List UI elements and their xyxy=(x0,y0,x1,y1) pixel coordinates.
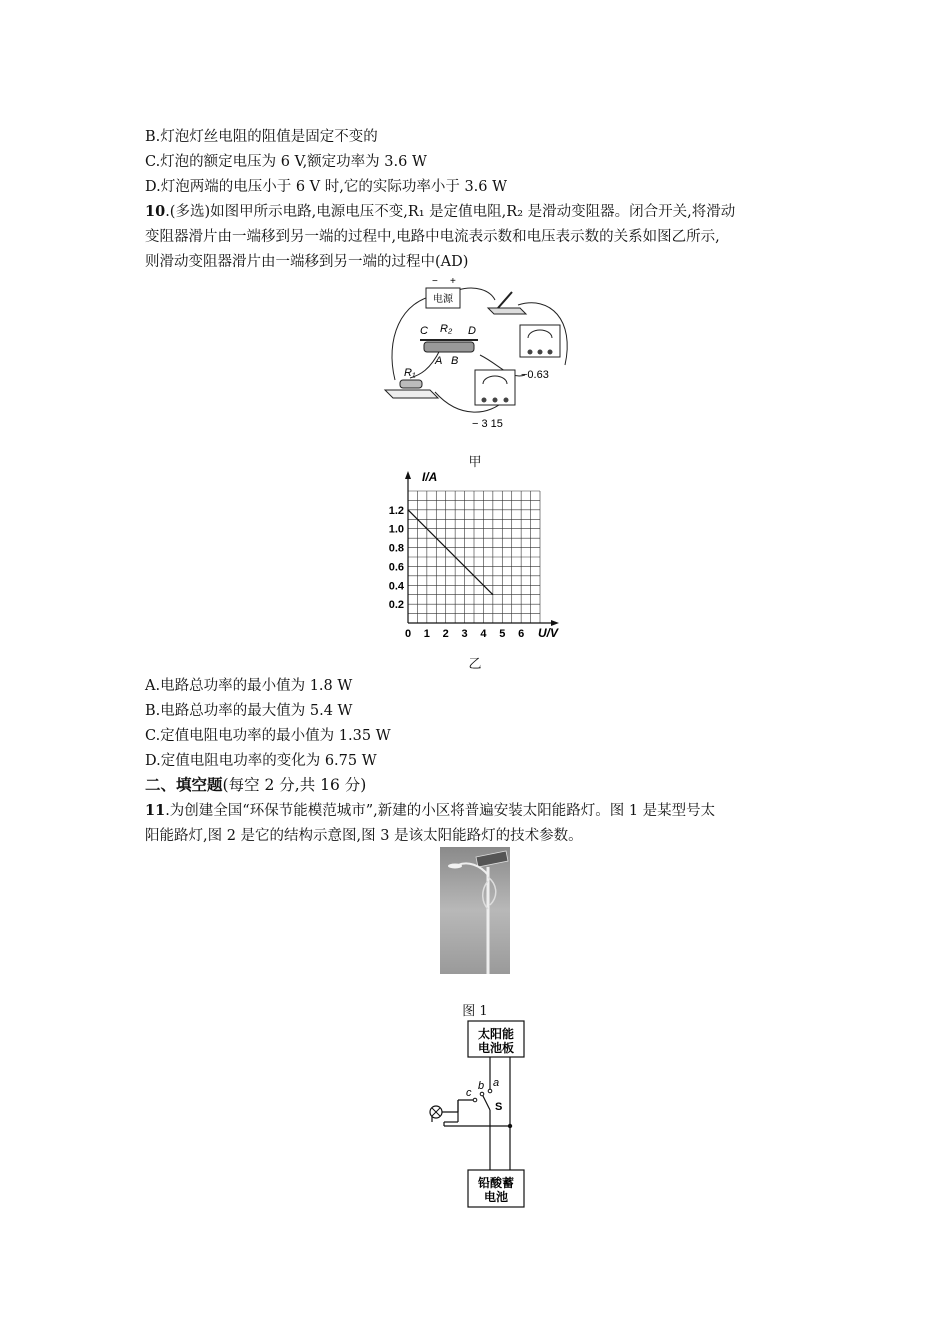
graph-axes xyxy=(405,471,559,626)
figure-jia-caption: 甲 xyxy=(468,455,482,470)
q10-number: 10 xyxy=(145,203,166,220)
q11-stem-line2: 阳能路灯,图 2 是它的结构示意图,图 3 是该太阳能路灯的技术参数。 xyxy=(145,828,583,844)
q10-option-d: D.定值电阻电功率的变化为 6.75 W xyxy=(145,753,377,769)
q10-stem-line3: 则滑动变阻器滑片由一端移到另一端的过程中(AD) xyxy=(145,254,469,270)
q11-number: 11 xyxy=(145,802,166,819)
contact-b xyxy=(480,1092,484,1096)
ammeter-terminal xyxy=(538,350,543,355)
lamp-head-icon xyxy=(448,864,462,869)
circuit-figure-jia xyxy=(380,270,580,435)
x-tick-label: 3 xyxy=(461,628,468,640)
iu-line xyxy=(408,510,493,595)
q10-option-b: B.电路总功率的最大值为 5.4 W xyxy=(145,703,353,719)
power-supply-label: 电源 xyxy=(433,294,453,305)
label-a: A xyxy=(435,355,443,367)
x-tick-label: 5 xyxy=(499,628,506,640)
q11-stem-line1 xyxy=(145,801,715,821)
y-axis-label: I/A xyxy=(422,470,438,484)
y-tick-label: 0.4 xyxy=(388,580,404,593)
y-tick-label: 0.8 xyxy=(388,542,404,555)
solar-structure-diagram xyxy=(420,1018,540,1213)
label-s: S xyxy=(495,1101,503,1113)
section2-heading xyxy=(145,775,366,795)
y-tick-label: 0.2 xyxy=(388,599,404,612)
switch-base xyxy=(488,308,526,314)
switch-blade xyxy=(498,292,512,308)
contact-a xyxy=(488,1089,492,1093)
y-axis-arrow xyxy=(405,471,411,479)
wire-power-switch xyxy=(458,288,495,300)
solar-street-light-photo xyxy=(440,847,510,974)
solar-panel-label-1: 太阳能 xyxy=(477,1027,515,1041)
switch-blade xyxy=(482,1094,490,1110)
label-c: c xyxy=(466,1087,472,1099)
r1-board xyxy=(385,390,438,398)
battery-label-2: 电池 xyxy=(483,1190,509,1204)
y-tick-label: 1.0 xyxy=(388,523,404,536)
q9-option-c: C.灯泡的额定电压为 6 V,额定功率为 3.6 W xyxy=(145,154,427,170)
label-a: a xyxy=(493,1077,500,1089)
x-axis-label: U/V xyxy=(538,626,559,640)
q10-stem-line2: 变阻器滑片由一端移到另一端的过程中,电路中电流表示数和电压表示数的关系如图乙所示, xyxy=(145,229,720,245)
q10-stem-line1 xyxy=(145,202,735,222)
iu-graph-yi xyxy=(380,465,580,645)
power-plus: + xyxy=(450,276,456,287)
voltmeter-terminal xyxy=(504,398,509,403)
power-minus: − xyxy=(432,276,438,287)
label-c: C xyxy=(420,325,428,337)
figure1-caption: 图 1 xyxy=(462,1004,488,1019)
r1-resistor xyxy=(400,380,422,388)
ammeter-terminal xyxy=(528,350,533,355)
section2-note: (每空 2 分,共 16 分) xyxy=(222,776,367,794)
battery-label-1: 铅酸蓄 xyxy=(477,1176,515,1190)
x-tick-label: 4 xyxy=(480,628,487,640)
y-tick-label: 0.6 xyxy=(388,561,404,574)
x-tick-label: 2 xyxy=(442,628,449,640)
q9-option-d: D.灯泡两端的电压小于 6 V 时,它的实际功率小于 3.6 W xyxy=(145,179,508,195)
y-tick-label: 1.2 xyxy=(388,504,404,517)
voltmeter-terminal xyxy=(482,398,487,403)
q10-option-c: C.定值电阻电功率的最小值为 1.35 W xyxy=(145,728,391,744)
ammeter-scale: −0.63 xyxy=(521,369,549,381)
label-b: B xyxy=(451,355,459,367)
x-tick-label: 6 xyxy=(518,628,525,640)
x-tick-label: 1 xyxy=(423,628,430,640)
q9-option-b: B.灯泡灯丝电阻的阻值是固定不变的 xyxy=(145,129,378,145)
solar-panel-label-2: 电池板 xyxy=(477,1041,515,1055)
figure-yi-caption: 乙 xyxy=(468,657,482,672)
voltmeter-terminal xyxy=(493,398,498,403)
junction-dot xyxy=(508,1124,512,1128)
section2-title: 二、填空题 xyxy=(145,775,223,794)
rheostat-coil xyxy=(424,342,474,352)
contact-c xyxy=(473,1098,477,1102)
x-tick-label: 0 xyxy=(404,628,412,640)
q11-text-1: .为创建全国“环保节能模范城市”,新建的小区将普遍安装太阳能路灯。图 1 是某型号太 xyxy=(165,803,716,819)
graph-grid xyxy=(408,491,540,623)
ammeter-terminal xyxy=(548,350,553,355)
q10-option-a: A.电路总功率的最小值为 1.8 W xyxy=(145,678,353,694)
label-r1: R₁ xyxy=(404,367,416,379)
q10-tag: .(多选) xyxy=(165,204,211,220)
label-r2: R₂ xyxy=(440,323,453,335)
voltmeter-scale: − 3 15 xyxy=(472,418,503,430)
label-d: D xyxy=(468,325,476,337)
q10-text-1: 如图甲所示电路,电源电压不变,R₁ 是定值电阻,R₂ 是滑动变阻器。闭合开关,将滑动 xyxy=(210,204,736,220)
label-b: b xyxy=(478,1080,485,1092)
